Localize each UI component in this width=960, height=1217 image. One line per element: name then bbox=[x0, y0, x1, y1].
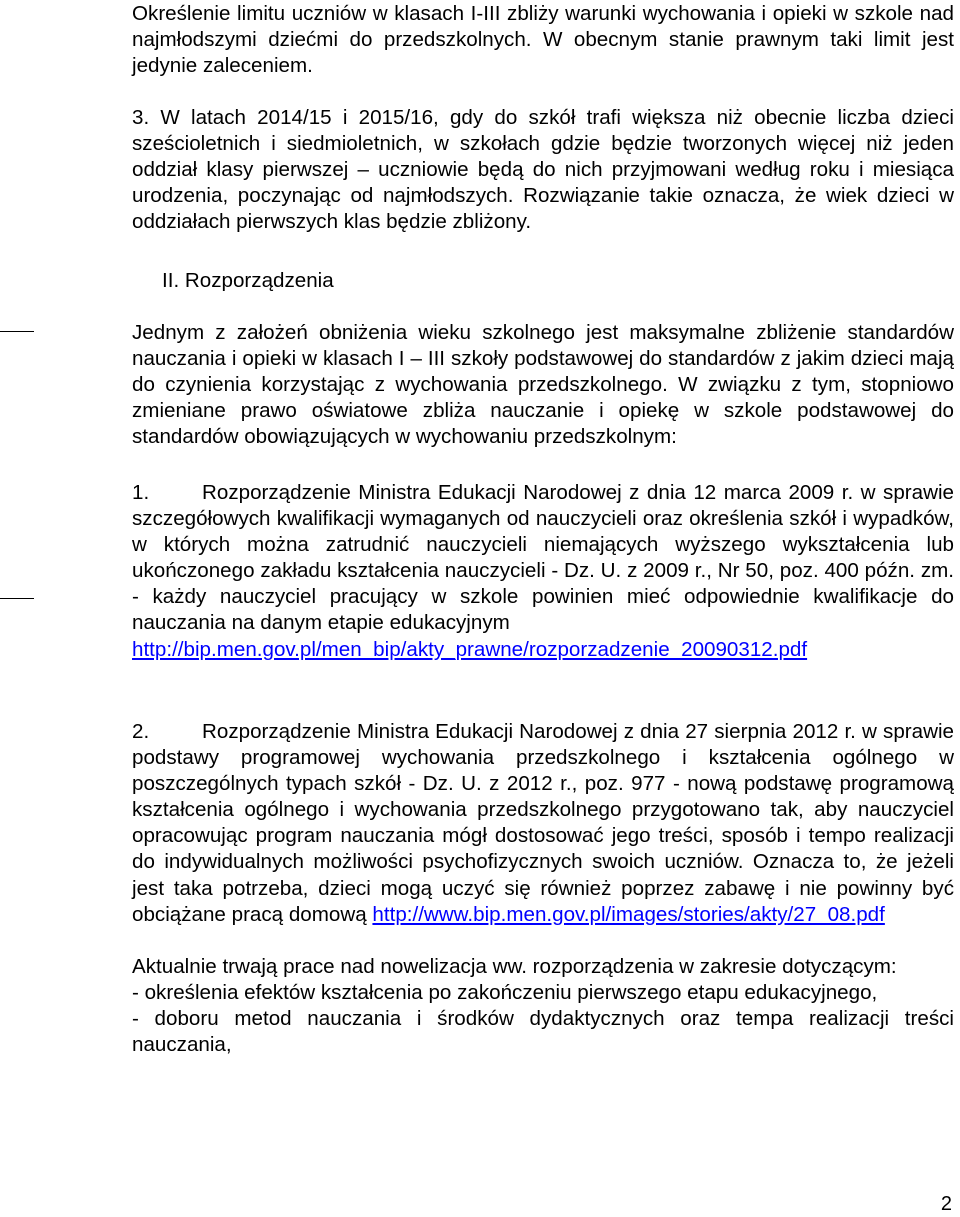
paragraph-point-3 bbox=[132, 105, 954, 235]
paragraph-intro bbox=[132, 320, 954, 450]
list-item-2 bbox=[132, 719, 954, 928]
paragraph-intro-text: Jednym z założeń obniżenia wieku szkolnego jest maksymalne zbliżenie standardów nauczania i opieki w klasach I – III szkoły podstawowej do standardów z jakim dzieci mają do czynienia korzystając z wychowania przedszkolnego. W związku z tym, stopniowo zmieniane prawo oświatowe zbliża nauczanie i opiekę w szkole podstawowej do standardów obowiązujących w wychowaniu przedszkolnym: bbox=[132, 321, 954, 449]
paragraph-point-3-text: 3. W latach 2014/15 i 2015/16, gdy do szkół trafi większa niż obecnie liczba dzieci sześcioletnich i siedmioletnich, w szkołach gdzie będzie tworzonych więcej niż jeden oddział klasy pierwszej – uczniowie będą do nich przyjmowani według roku i miesiąca urodzenia, poczynając od najmłodszych. Rozwiązanie takie oznacza, że wiek dzieci w oddziałach pierwszych klas będzie zbliżony. bbox=[132, 106, 954, 234]
list-item-2-text: Rozporządzenie Ministra Edukacji Narodowej z dnia 27 sierpnia 2012 r. w sprawie podstawy programowej wychowania przedszkolnego i kształcenia ogólnego w poszczególnych typach szkół - Dz. U. z 2012 r., poz. 977 - nową podstawę programową kształcenia ogólnego i wychowania przedszkolnego przygotowano tak, aby nauczyciel opracowując program nauczania mógł dostosować jego treści, sposób i tempo realizacji do indywidualnych możliwości psychofizycznych swoich uczniów. Oznacza to, że jeżeli jest taka potrzeba, dzieci mogą uczyć się również poprzez zabawę i nie powinny być obciążane pracą domową bbox=[132, 720, 954, 926]
paragraph-current-work-text: Aktualnie trwają prace nad nowelizacja ww. rozporządzenia w zakresie dotyczącym: bbox=[132, 955, 897, 978]
list-item-2-number: 2. bbox=[132, 720, 150, 743]
regulation-2009-link[interactable]: http://bip.men.gov.pl/men_bip/akty_prawne/rozporzadzenie_20090312.pdf bbox=[132, 637, 808, 661]
page-number: 2 bbox=[940, 1193, 952, 1215]
section-heading: II. Rozporządzenia bbox=[162, 269, 334, 292]
list-item-1-number: 1. bbox=[132, 481, 150, 504]
list-item-1-link-line bbox=[132, 637, 954, 663]
margin-line-mark bbox=[0, 331, 34, 332]
list-item-1-body bbox=[132, 480, 954, 637]
list-item-1-text: Rozporządzenie Ministra Edukacji Narodowej z dnia 12 marca 2009 r. w sprawie szczegółowych kwalifikacji wymaganych od nauczycieli oraz określenia szkół i wypadków, w których można zatrudnić nauczycieli niemających wyższego wykształcenia lub ukończonego zakładu kształcenia nauczycieli - Dz. U. z 2009 r., Nr 50, poz. 400 późn. zm. - każdy nauczyciel pracujący w szkole powinien mieć odpowiednie kwalifikacje do nauczania na danym etapie edukacyjnym bbox=[132, 481, 954, 635]
margin-line-mark bbox=[0, 598, 34, 599]
paragraph-limit-text: Określenie limitu uczniów w klasach I-III zbliży warunki wychowania i opieki w szkole nad najmłodszymi dziećmi do przedszkolnych. W obecnym stanie prawnym taki limit jest jedynie zaleceniem. bbox=[132, 2, 954, 78]
bullet-item: - określenia efektów kształcenia po zakończeniu pierwszego etapu edukacyjnego, bbox=[132, 981, 878, 1005]
regulation-2012-link[interactable]: http://www.bip.men.gov.pl/images/stories/akty/27_08.pdf bbox=[372, 902, 885, 926]
paragraph-current-work bbox=[132, 954, 954, 1058]
list-item-1 bbox=[132, 480, 954, 663]
list-item-2-body bbox=[132, 719, 954, 928]
bullet-item: - doboru metod nauczania i środków dydaktycznych oraz tempa realizacji treści nauczania, bbox=[132, 1007, 954, 1057]
paragraph-limit bbox=[132, 1, 954, 79]
